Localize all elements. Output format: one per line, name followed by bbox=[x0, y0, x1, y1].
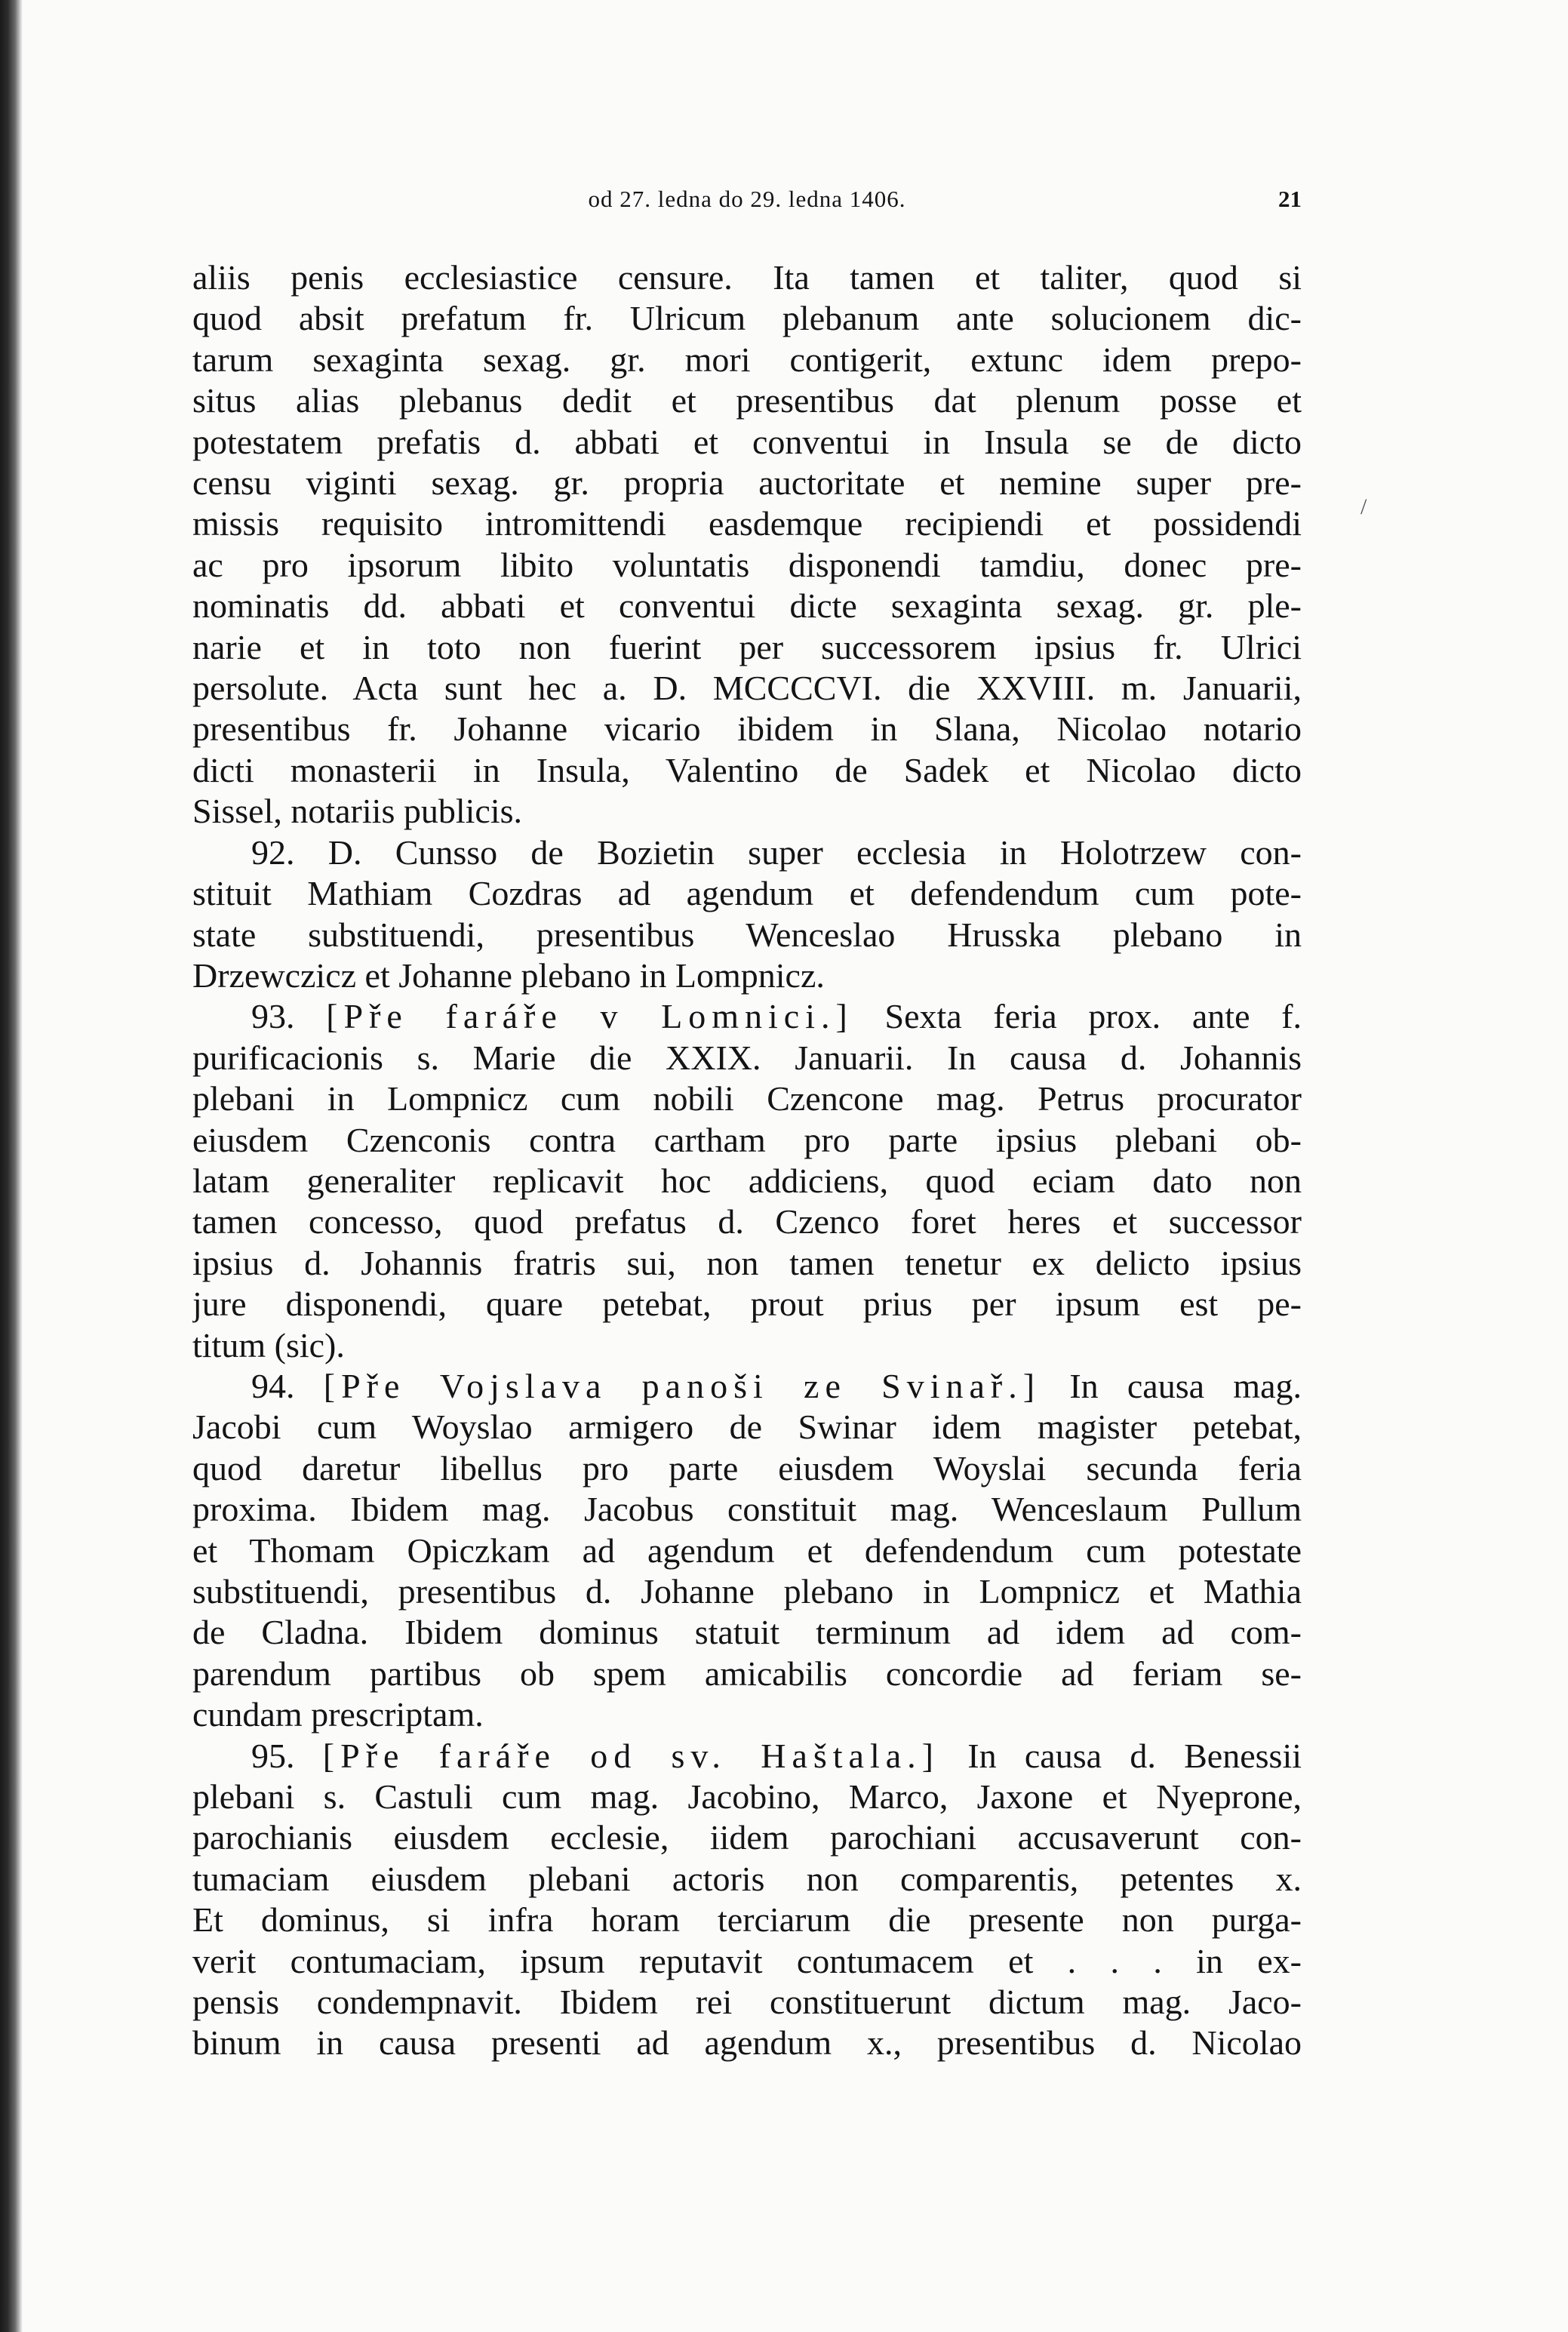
text-line: potestatem prefatis d. abbati et conventui in Insula se de dicto bbox=[192, 422, 1302, 461]
text-line: parendum partibus ob spem amicabilis concordie ad feriam se- bbox=[192, 1654, 1302, 1693]
text-line: purificacionis s. Marie die XXIX. Januarii. In causa d. Johannis bbox=[192, 1038, 1302, 1077]
text-line: plebani s. Castuli cum mag. Jacobino, Marco, Jaxone et Nyeprone, bbox=[192, 1777, 1302, 1817]
entry-93-text-start: Sexta feria prox. ante f. bbox=[884, 997, 1302, 1036]
text-line: Et dominus, si infra horam terciarum die presente non purga- bbox=[192, 1900, 1302, 1940]
text-line: jure disponendi, quare petebat, prout prius per ipsum est pe- bbox=[192, 1284, 1302, 1324]
scan-binding-edge bbox=[0, 0, 23, 2332]
text-line: missis requisito intromittendi easdemque recipiendi et possidendi bbox=[192, 504, 1302, 543]
text-line: dicti monasterii in Insula, Valentino de Sadek et Nicolao dicto bbox=[192, 750, 1302, 789]
text-line: plebani in Lompnicz cum nobili Czencone mag. Petrus procurator bbox=[192, 1079, 1302, 1118]
text-line: substituendi, presentibus d. Johanne plebano in Lompnicz et Mathia bbox=[192, 1572, 1302, 1611]
text-line: situs alias plebanus dedit et presentibus dat plenum posse et bbox=[192, 381, 1302, 420]
entry-93-heading-line bbox=[192, 996, 1302, 1037]
text-line: persolute. Acta sunt hec a. D. MCCCCVI. die XXVIII. m. Januarii, bbox=[192, 669, 1302, 708]
text-line: ac pro ipsorum libito voluntatis disponendi tamdiu, donec pre- bbox=[192, 545, 1302, 584]
text-line: stituit Mathiam Cozdras ad agendum et defendendum cum pote- bbox=[192, 874, 1302, 913]
text-line: state substituendi, presentibus Wenceslao Hrusska plebano in bbox=[192, 915, 1302, 954]
text-line: parochianis eiusdem ecclesie, iidem parochiani accusaverunt con- bbox=[192, 1818, 1302, 1857]
text-line: nominatis dd. abbati et conventui dicte sexaginta sexag. gr. ple- bbox=[192, 586, 1302, 626]
text-line: narie et in toto non fuerint per successorem ipsius fr. Ulrici bbox=[192, 627, 1302, 666]
entry-93-title: [Pře faráře v Lomnici.] bbox=[326, 997, 853, 1036]
entry-94-number: 94. bbox=[251, 1366, 295, 1405]
text-line: titum (sic). bbox=[192, 1325, 345, 1364]
text-line: latam generaliter replicavit hoc addiciens, quod eciam dato non bbox=[192, 1161, 1302, 1200]
text-line: proxima. Ibidem mag. Jacobus constituit mag. Wenceslaum Pullum bbox=[192, 1490, 1302, 1529]
text-line: pensis condempnavit. Ibidem rei constituerunt dictum mag. Jaco- bbox=[192, 1983, 1302, 2022]
entry-92-first-line: 92. D. Cunsso de Bozietin super ecclesia in Holotrzew con- bbox=[251, 832, 1302, 872]
entry-95-number: 95. bbox=[251, 1736, 295, 1775]
text-line: et Thomam Opiczkam ad agendum et defendendum cum potestate bbox=[192, 1531, 1302, 1570]
entry-93-number: 93. bbox=[251, 997, 295, 1036]
text-line: binum in causa presenti ad agendum x., presentibus d. Nicolao bbox=[192, 2023, 1302, 2063]
text-line: tarum sexaginta sexag. gr. mori contigerit, extunc idem prepo- bbox=[192, 340, 1302, 379]
text-line: Sissel, notariis publicis. bbox=[192, 792, 522, 831]
margin-mark: / bbox=[1360, 494, 1367, 519]
text-line: eiusdem Czenconis contra cartham pro parte ipsius plebani ob- bbox=[192, 1120, 1302, 1159]
header-title: od 27. ledna do 29. ledna 1406. bbox=[588, 186, 906, 212]
text-line: quod absit prefatum fr. Ulricum plebanum ante solucionem dic- bbox=[192, 299, 1302, 338]
body-text bbox=[192, 257, 1302, 2064]
entry-94-text-start: In causa mag. bbox=[1069, 1366, 1302, 1405]
entry-95-heading-line bbox=[192, 1736, 1302, 1777]
running-header bbox=[192, 181, 1302, 217]
entry-94-title: [Pře Vojslava panoši ze Svinař.] bbox=[323, 1366, 1041, 1405]
text-line: verit contumaciam, ipsum reputavit contumacem et . . . in ex- bbox=[192, 1941, 1302, 1980]
text-line: Drzewczicz et Johanne plebano in Lompnicz. bbox=[192, 955, 825, 995]
entry-95-title: [Pře faráře od sv. Haštala.] bbox=[322, 1736, 939, 1775]
text-line: de Cladna. Ibidem dominus statuit terminum ad idem ad com- bbox=[192, 1613, 1302, 1652]
text-line: quod daretur libellus pro parte eiusdem Woyslai secunda feria bbox=[192, 1448, 1302, 1487]
text-line: aliis penis ecclesiastice censure. Ita tamen et taliter, quod si bbox=[192, 258, 1302, 297]
text-line: tamen concesso, quod prefatus d. Czenco foret heres et successor bbox=[192, 1202, 1302, 1241]
text-line: Jacobi cum Woyslao armigero de Swinar idem magister petebat, bbox=[192, 1408, 1302, 1447]
page-number: 21 bbox=[1278, 186, 1302, 212]
text-line: tumaciam eiusdem plebani actoris non comparentis, petentes x. bbox=[192, 1859, 1302, 1898]
text-line: presentibus fr. Johanne vicario ibidem in Slana, Nicolao notario bbox=[192, 709, 1302, 749]
entry-94-heading-line bbox=[192, 1366, 1302, 1407]
text-line: cundam prescriptam. bbox=[192, 1695, 484, 1734]
entry-95-text-start: In causa d. Benessii bbox=[967, 1736, 1302, 1775]
text-line: ipsius d. Johannis fratris sui, non tamen tenetur ex delicto ipsius bbox=[192, 1243, 1302, 1282]
text-line: censu viginti sexag. gr. propria auctoritate et nemine super pre- bbox=[192, 463, 1302, 503]
